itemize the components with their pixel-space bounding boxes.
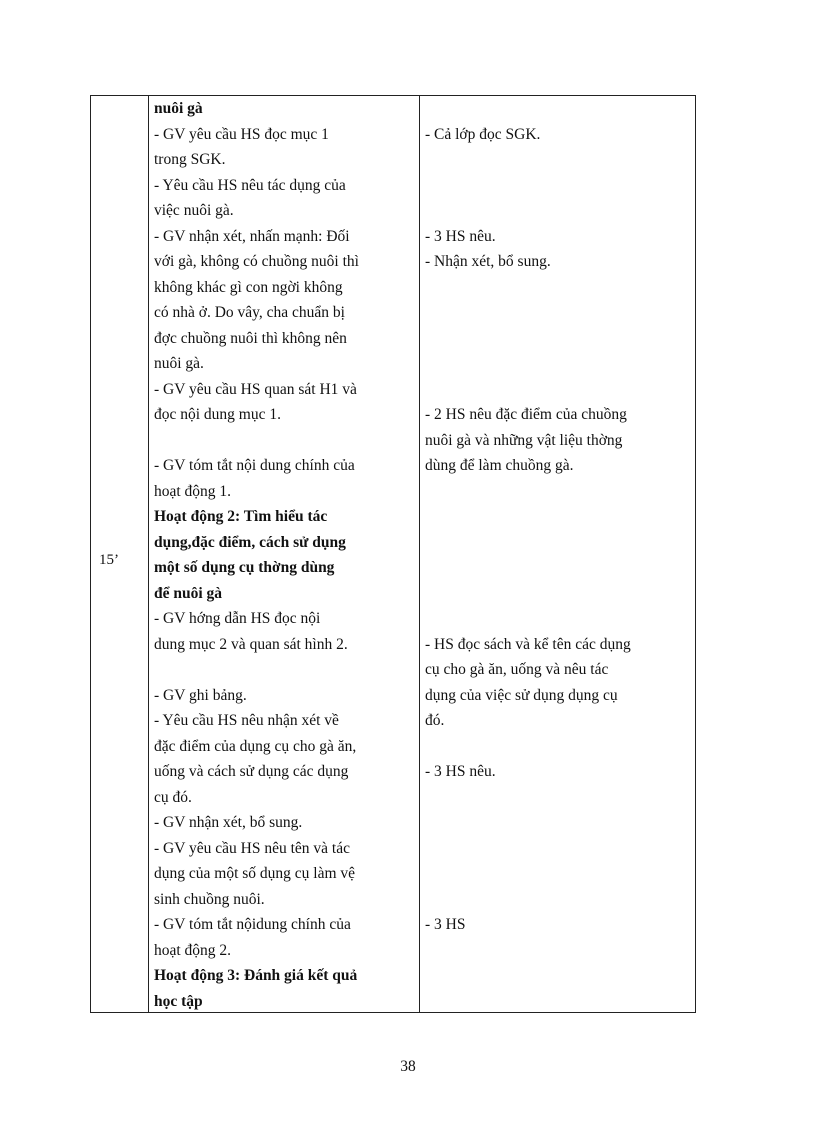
student-activity-line — [425, 810, 693, 836]
student-activity-line: nuôi gà và những vật liệu thờng — [425, 431, 623, 449]
teacher-activity-line: hoạt động 2. — [154, 941, 232, 959]
student-activity-line — [425, 326, 693, 352]
teacher-activities-column — [154, 96, 416, 1014]
student-activity-line — [425, 173, 693, 199]
student-activity-line — [425, 836, 693, 862]
column-divider-time — [148, 96, 149, 1012]
student-activity-line — [425, 351, 693, 377]
student-activity-line: - Cả lớp đọc SGK. — [425, 125, 541, 143]
teacher-activity-line: dung mục 2 và quan sát hình 2. — [154, 635, 348, 653]
teacher-activity-line: đợc chuồng nuôi thì không nên — [154, 329, 347, 347]
teacher-activity-line: nuôi gà. — [154, 355, 204, 372]
student-activity-line: - 2 HS nêu đặc điểm của chuồng — [425, 406, 627, 423]
teacher-activity-line: việc nuôi gà. — [154, 202, 234, 219]
student-activity-line: - 3 HS — [425, 916, 466, 933]
teacher-activity-line: - GV tóm tắt nộidung chính của — [154, 916, 351, 933]
teacher-activity-line: - Yêu cầu HS nêu nhận xét về — [154, 712, 339, 729]
teacher-activity-line: hoạt động 1. — [154, 482, 232, 500]
teacher-activity-line: trong SGK. — [154, 151, 226, 168]
student-activity-line — [425, 938, 693, 964]
student-activity-line: - HS đọc sách và kể tên các dụng — [425, 635, 631, 653]
activity-heading-line: nuôi gà — [154, 100, 203, 117]
student-activity-line — [425, 555, 693, 581]
teacher-activity-line: - GV yêu cầu HS đọc mục 1 — [154, 125, 329, 143]
activity-heading-line: học tập — [154, 992, 203, 1010]
teacher-activity-line: - GV hớng dẫn HS đọc nội — [154, 610, 321, 627]
student-activity-line: - Nhận xét, bổ sung. — [425, 253, 551, 270]
time-cell: 15’ — [99, 552, 119, 568]
student-activity-line — [425, 504, 693, 530]
student-activity-line: dụng của việc sử dụng dụng cụ — [425, 686, 618, 704]
student-activity-line — [425, 861, 693, 887]
teacher-activity-line: cụ đó. — [154, 788, 192, 806]
teacher-activity-line: - GV nhận xét, bổ sung. — [154, 814, 303, 831]
teacher-activity-line — [154, 657, 416, 683]
student-activity-line — [425, 479, 693, 505]
teacher-activity-line: không khác gì con ngời không — [154, 278, 343, 296]
student-activity-line — [425, 377, 693, 403]
student-activity-line — [425, 530, 693, 556]
student-activity-line — [425, 275, 693, 301]
student-activity-line — [425, 96, 693, 122]
student-activity-line: - 3 HS nêu. — [425, 227, 496, 245]
activity-heading-line: để nuôi gà — [154, 584, 223, 602]
student-activity-line: đó. — [425, 712, 445, 729]
activity-heading-line: một số dụng cụ thờng dùng — [154, 559, 335, 576]
teacher-activity-line: - GV yêu cầu HS quan sát H1 và — [154, 380, 357, 398]
student-activities-column — [425, 96, 693, 1014]
student-activity-line — [425, 734, 693, 760]
teacher-activity-line: đọc nội dung mục 1. — [154, 406, 281, 423]
student-activity-line: - 3 HS nêu. — [425, 763, 496, 780]
activity-heading-line: dụng,đặc điểm, cách sử dụng — [154, 533, 346, 551]
student-activity-line — [425, 989, 693, 1015]
teacher-activity-line: đặc điểm của dụng cụ cho gà ăn, — [154, 737, 357, 755]
page-number: 38 — [400, 1058, 416, 1075]
student-activity-line — [425, 887, 693, 913]
student-activity-line — [425, 581, 693, 607]
teacher-activity-line: - GV nhận xét, nhấn mạnh: Đối — [154, 227, 350, 245]
student-activity-line: dùng để làm chuồng gà. — [425, 457, 574, 474]
teacher-activity-line: - GV tóm tắt nội dung chính của — [154, 457, 355, 474]
teacher-activity-line: sinh chuồng nuôi. — [154, 890, 265, 908]
student-activity-line — [425, 300, 693, 326]
teacher-activity-line — [154, 428, 416, 454]
lesson-table — [90, 95, 696, 1013]
student-activity-line — [425, 963, 693, 989]
teacher-activity-line: có nhà ở. Do vây, cha chuẩn bị — [154, 304, 345, 321]
student-activity-line: cụ cho gà ăn, uống và nêu tác — [425, 661, 609, 678]
teacher-activity-line: - GV yêu cầu HS nêu tên và tác — [154, 839, 350, 857]
student-activity-line — [425, 198, 693, 224]
teacher-activity-line: với gà, không có chuồng nuôi thì — [154, 253, 359, 270]
student-activity-line — [425, 785, 693, 811]
student-activity-line — [425, 147, 693, 173]
teacher-activity-line: - Yêu cầu HS nêu tác dụng của — [154, 176, 346, 194]
teacher-activity-line: - GV ghi bảng. — [154, 686, 247, 704]
student-activity-line — [425, 606, 693, 632]
activity-heading-line: Hoạt động 2: Tìm hiểu tác — [154, 508, 328, 525]
activity-heading-line: Hoạt động 3: Đánh giá kết quả — [154, 967, 358, 984]
teacher-activity-line: dụng của một số dụng cụ làm vệ — [154, 865, 356, 882]
column-divider-activities — [419, 96, 420, 1012]
teacher-activity-line: uống và cách sử dụng các dụng — [154, 763, 349, 780]
